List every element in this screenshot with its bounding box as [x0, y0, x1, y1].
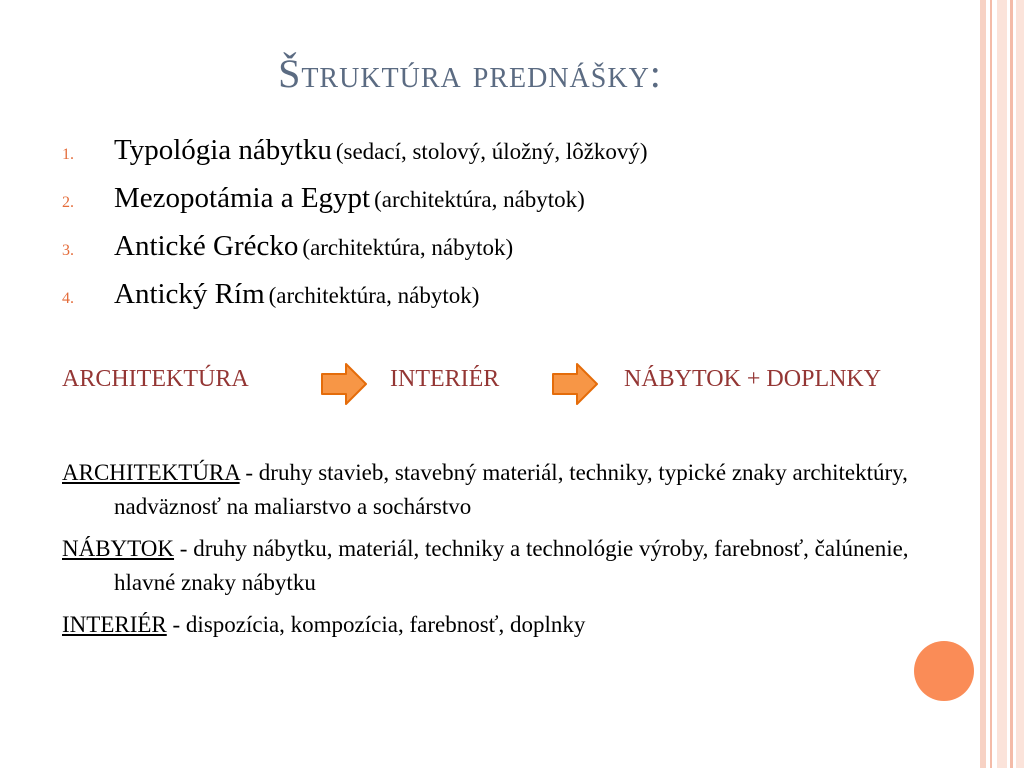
definitions — [62, 456, 912, 650]
outline-topic: Antické Grécko — [114, 230, 299, 262]
outline-detail: (sedací, stolový, úložný, lôžkový) — [335, 139, 648, 164]
definition-term: NÁBYTOK — [62, 536, 175, 561]
definition-text: - druhy nábytku, materiál, techniky a technológie výroby, farebnosť, čalúnenie, hlavné znaky nábytku — [114, 536, 909, 595]
decorative-stripe — [997, 0, 1007, 768]
outline-detail: (architektúra, nábytok) — [268, 283, 480, 308]
decorative-stripe — [1010, 0, 1013, 768]
definition-text: - dispozícia, kompozícia, farebnosť, doplnky — [166, 612, 586, 637]
outline-detail: (architektúra, nábytok) — [374, 187, 585, 212]
decorative-stripe — [990, 0, 992, 768]
process-flow — [62, 366, 962, 402]
outline-topic: Antický Rím — [114, 278, 265, 310]
definition-term: INTERIÉR — [62, 612, 167, 637]
decorative-stripe — [980, 0, 986, 768]
outline-item — [62, 128, 942, 176]
outline-item — [62, 272, 942, 320]
outline-number: 2. — [62, 194, 74, 211]
outline-item — [62, 224, 942, 272]
outline-number: 3. — [62, 242, 74, 259]
flow-step-interior: INTERIÉR — [390, 366, 500, 392]
outline-number: 4. — [62, 290, 74, 307]
definition-term: ARCHITEKTÚRA — [62, 460, 240, 485]
right-arrow-icon — [551, 362, 599, 406]
decorative-circle — [914, 641, 974, 701]
outline-topic: Typológia nábytku — [114, 134, 332, 166]
outline-item — [62, 176, 942, 224]
flow-step-architecture: ARCHITEKTÚRA — [62, 366, 249, 392]
outline-number: 1. — [62, 146, 74, 163]
right-arrow-icon — [320, 362, 368, 406]
outline-detail: (architektúra, nábytok) — [302, 235, 514, 260]
definition-text: - druhy stavieb, stavebný materiál, techniky, typické znaky architektúry, nadväznosť na maliarstvo a sochárstvo — [114, 460, 908, 519]
flow-step-furniture: NÁBYTOK + DOPLNKY — [624, 366, 882, 392]
outline-list — [62, 128, 942, 320]
definition-furniture — [62, 532, 912, 600]
outline-topic: Mezopotámia a Egypt — [114, 182, 371, 214]
definition-interior — [62, 608, 912, 642]
decorative-stripe — [1016, 0, 1024, 768]
definition-architecture — [62, 456, 912, 524]
slide-title: Štruktúra prednášky: — [278, 51, 662, 96]
